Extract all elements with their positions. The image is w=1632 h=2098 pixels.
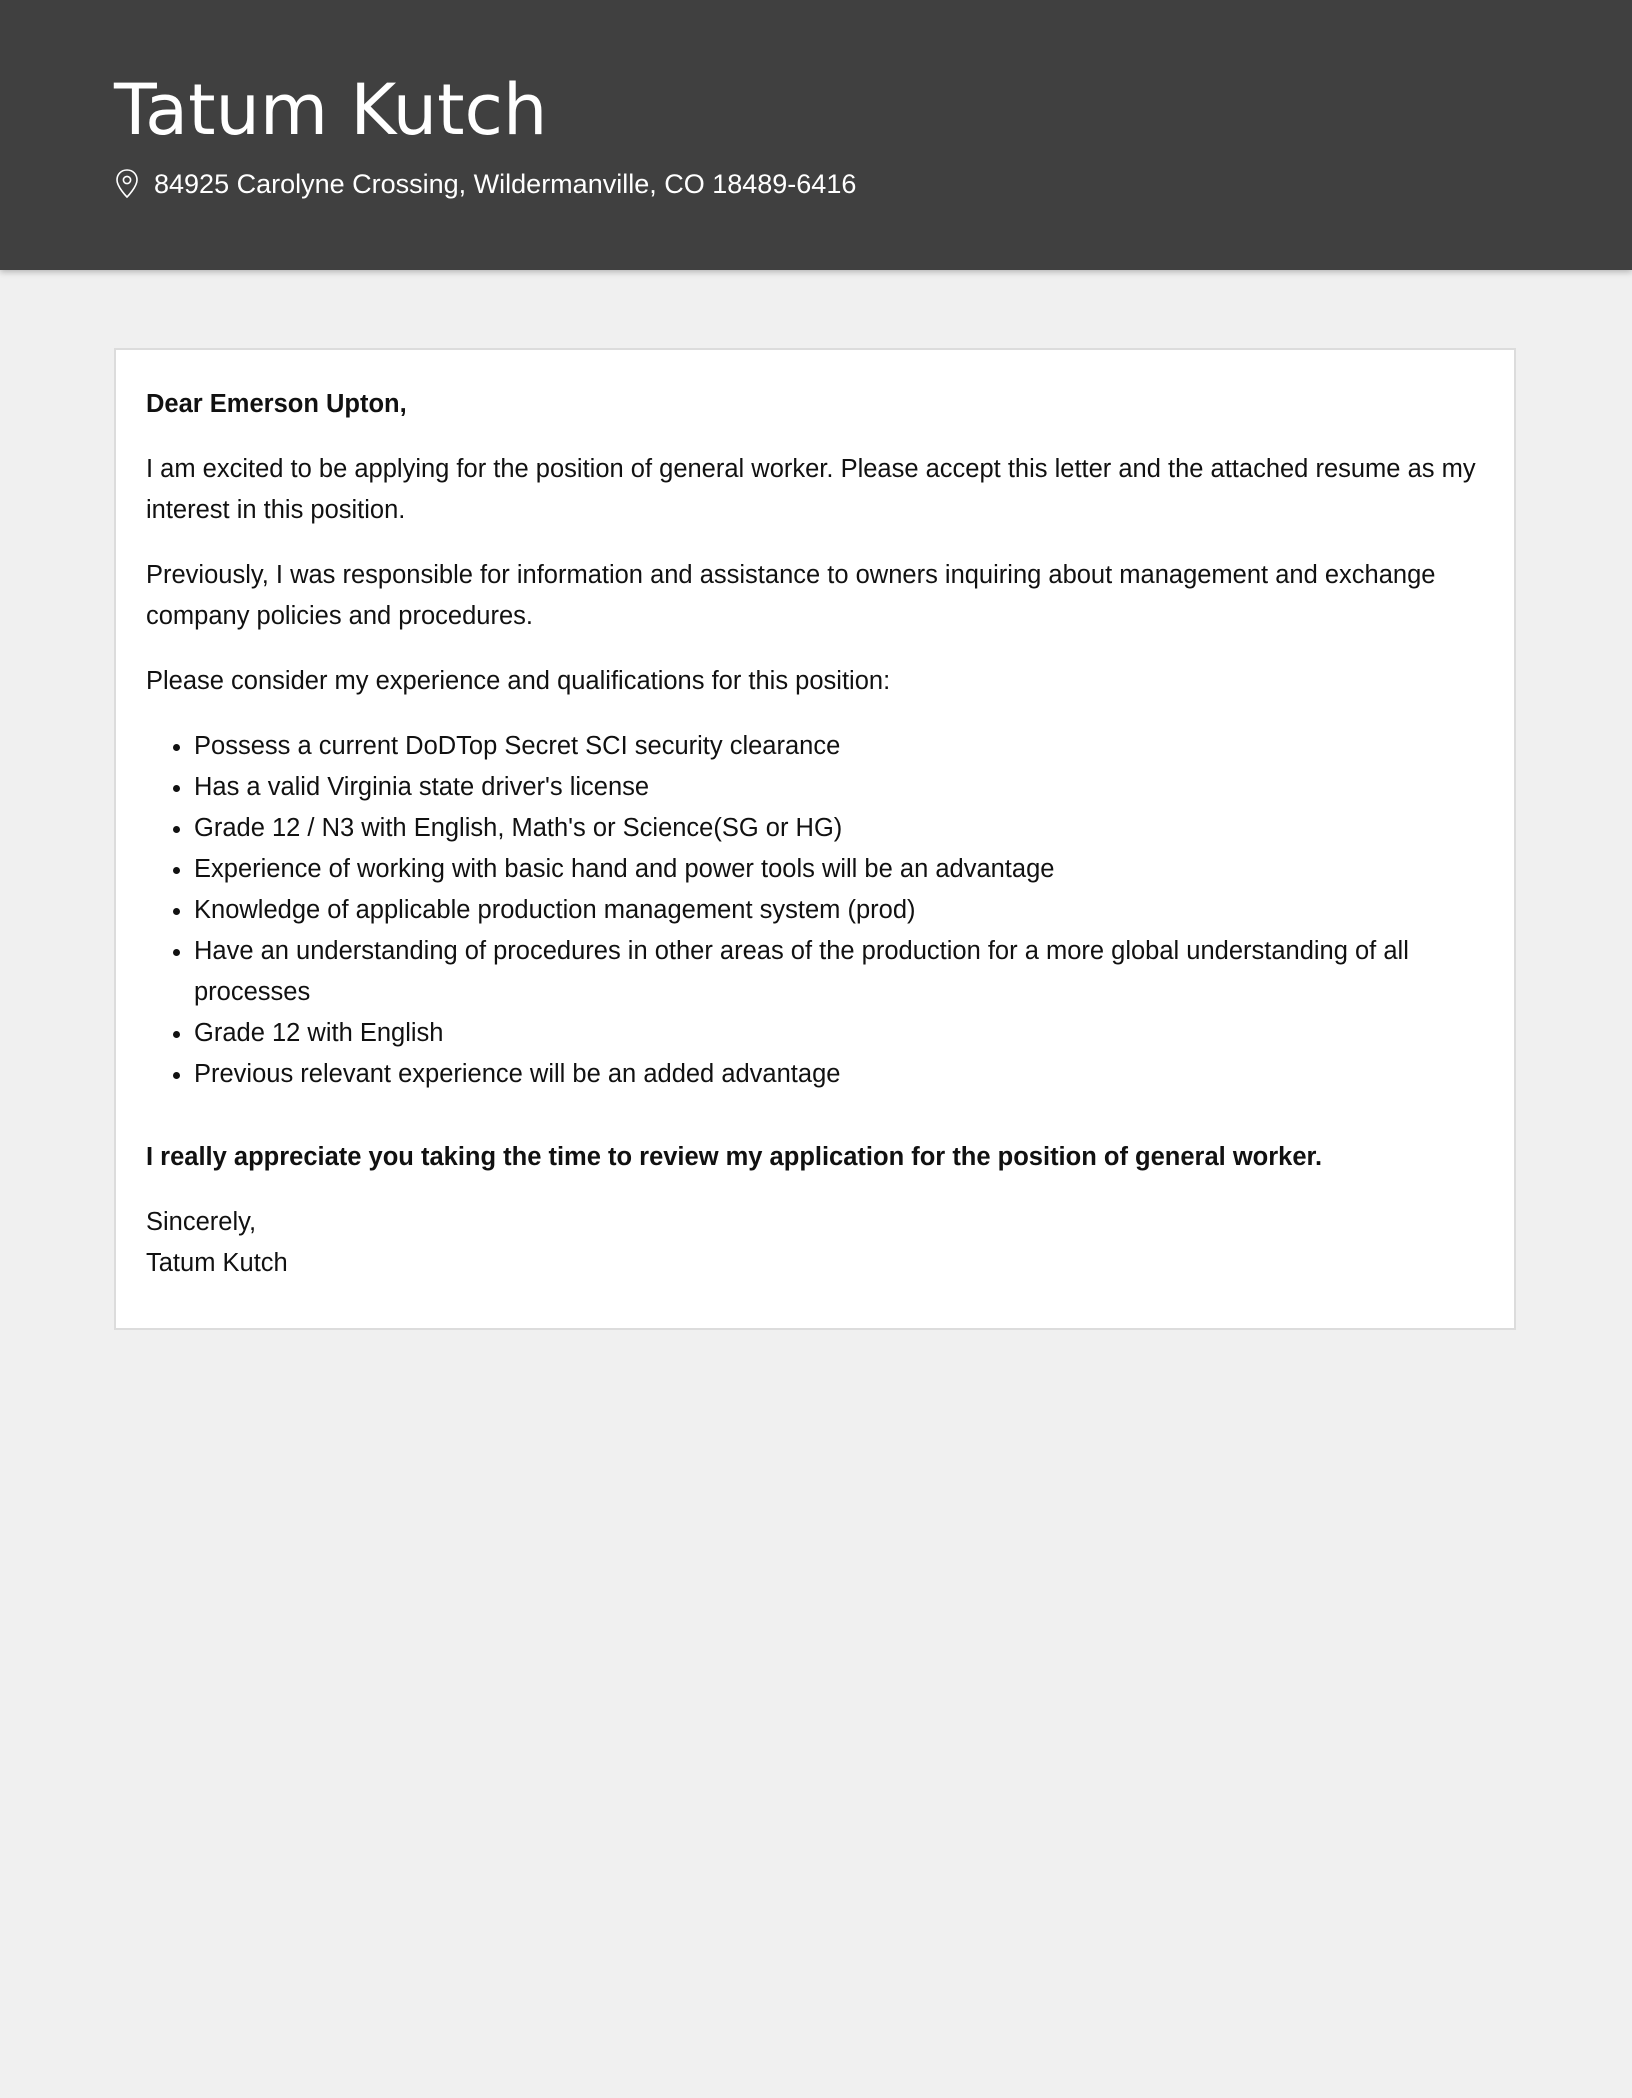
list-item: • Experience of working with basic hand and power tools will be an advantage — [194, 849, 1484, 890]
address-row — [114, 164, 856, 204]
letter-signature: Tatum Kutch — [146, 1249, 288, 1277]
applicant-name: Tatum Kutch — [114, 69, 548, 151]
letter-paragraph-qualifications-intro: Please consider my experience and qualifications for this position: — [146, 667, 891, 695]
page-header — [0, 0, 1632, 270]
qualifications-list — [146, 726, 1484, 1095]
letter-signoff: Sincerely, — [146, 1208, 257, 1236]
letter-paragraph-experience: Previously, I was responsible for information and assistance to owners inquiring about management and exchange company policies and procedures. — [146, 561, 1436, 630]
list-item: • Grade 12 with English — [194, 1013, 1484, 1054]
list-item: • Possess a current DoDTop Secret SCI security clearance — [194, 726, 1484, 767]
letter-salutation: Dear Emerson Upton, — [146, 390, 407, 418]
list-item: • Has a valid Virginia state driver's license — [194, 767, 1484, 808]
letter-paragraph-intro: I am excited to be applying for the position of general worker. Please accept this letter and the attached resume as my interest in this position. — [146, 455, 1476, 524]
address-text: 84925 Carolyne Crossing, Wildermanville, CO 18489-6416 — [154, 169, 857, 199]
list-item: • Knowledge of applicable production management system (prod) — [194, 890, 1484, 931]
list-item: • Have an understanding of procedures in other areas of the production for a more global understanding of all processes — [194, 931, 1484, 1013]
map-pin-icon — [114, 168, 140, 200]
cover-letter-card — [114, 348, 1516, 1330]
letter-closing: I really appreciate you taking the time to review my application for the position of general worker. — [146, 1143, 1323, 1171]
list-item: • Grade 12 / N3 with English, Math's or Science(SG or HG) — [194, 808, 1484, 849]
list-item: • Previous relevant experience will be an added advantage — [194, 1054, 1484, 1095]
